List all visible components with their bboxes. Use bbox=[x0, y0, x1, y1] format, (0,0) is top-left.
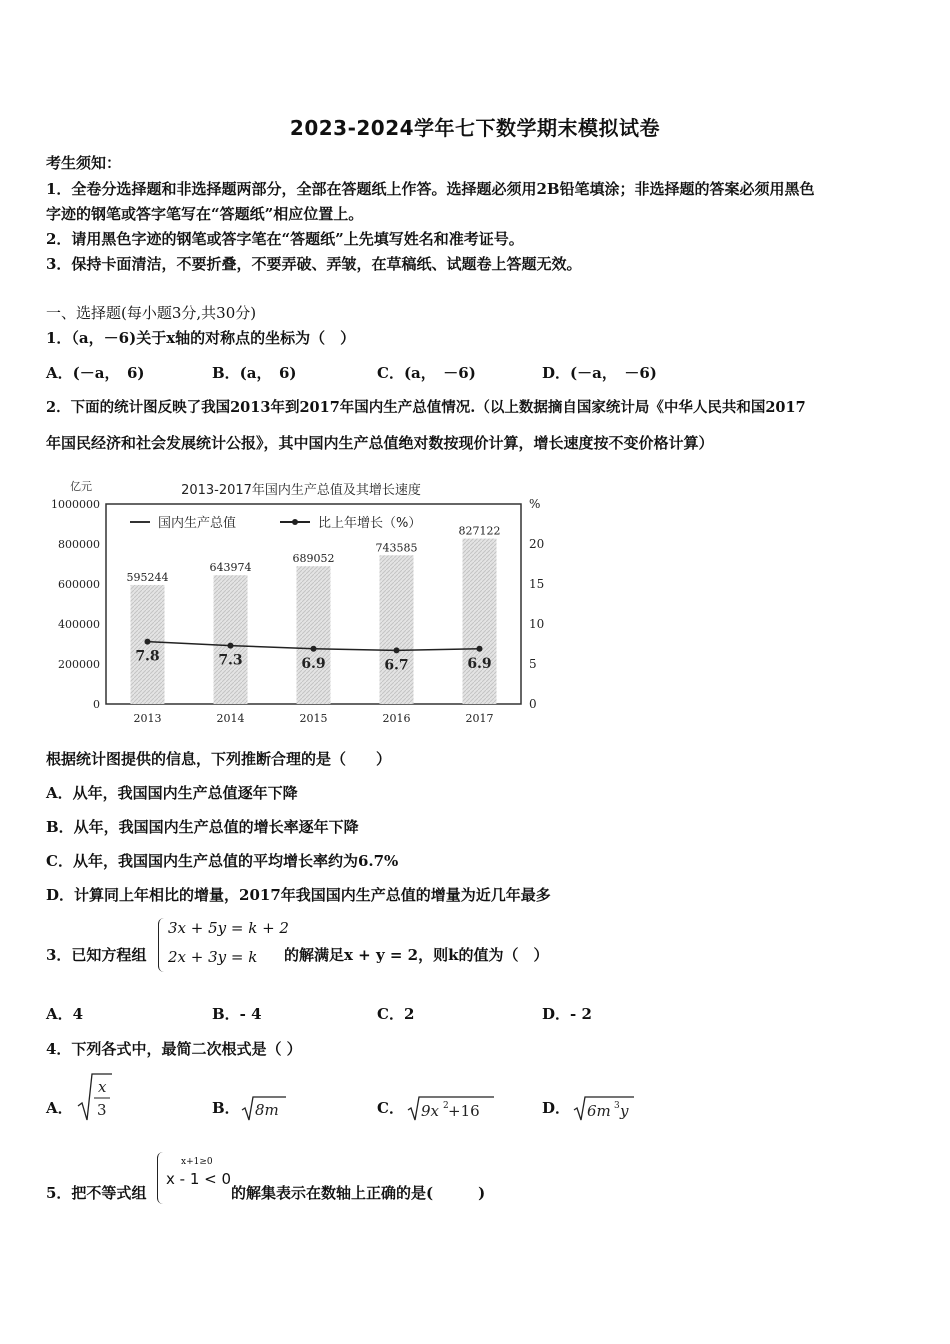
q4-option-d-expr bbox=[572, 1094, 638, 1124]
q3-equation-2: 2x + 3y = k bbox=[168, 948, 258, 966]
q1-option-b: B．(a， 6) bbox=[212, 364, 297, 382]
q2-option-c: C．从年，我国国内生产总值的平均增长率约为6.7% bbox=[46, 852, 399, 870]
q4-d-base: 6m bbox=[587, 1102, 611, 1120]
y-tick-label: 0 bbox=[93, 698, 100, 711]
x-tick-label: 2015 bbox=[299, 712, 328, 725]
gdp-bar-label: 689052 bbox=[292, 552, 335, 566]
q5-brace bbox=[157, 1152, 164, 1204]
q2-option-b: B．从年，我国国内生产总值的增长率逐年下降 bbox=[46, 818, 359, 836]
gdp-chart bbox=[46, 470, 566, 735]
legend-growth-marker bbox=[292, 519, 298, 525]
q4-option-c-expr bbox=[406, 1094, 498, 1124]
q4-option-b-label: B． bbox=[212, 1099, 240, 1117]
q5-stem-b: 的解集表示在数轴上正确的是( ) bbox=[231, 1184, 486, 1202]
page-title: 2023-2024学年七下数学期末模拟试卷 bbox=[289, 116, 661, 140]
q4-option-d-label: D． bbox=[542, 1099, 571, 1117]
section-heading: 一、选择题(每小题3分,共30分) bbox=[46, 304, 257, 322]
q4-c-base: 9x bbox=[421, 1102, 440, 1120]
q4-option-a-expr bbox=[76, 1070, 116, 1126]
q2-stem-line2: 年国民经济和社会发展统计公报》，其中国内生产总值绝对数按现价计算，增长速度按不变价格计算） bbox=[46, 434, 714, 452]
legend-growth-label: 比上年增长（%） bbox=[318, 516, 422, 531]
y-tick-label: 400000 bbox=[58, 618, 100, 631]
y2-tick-label: 5 bbox=[529, 657, 537, 671]
y2-tick-label: 0 bbox=[529, 697, 537, 711]
q4-stem: 4．下列各式中，最简二次根式是（ ） bbox=[46, 1040, 302, 1058]
q4-b-radicand: 8m bbox=[255, 1101, 279, 1119]
chart-title: 2013-2017年国内生产总值及其增长速度 bbox=[181, 483, 421, 498]
q5-inequality-2: x - 1 < 0 bbox=[166, 1170, 232, 1188]
q4-option-c-label: C． bbox=[377, 1099, 404, 1117]
notice-heading: 考生须知： bbox=[46, 154, 122, 172]
q4-option-b-expr bbox=[240, 1094, 290, 1124]
q2-stem-line1: 2．下面的统计图反映了我国2013年到2017年国内生产总值情况.（以上数据摘自国家统计局《中华人民共和国2017 bbox=[46, 399, 806, 416]
growth-point-label: 6.9 bbox=[301, 655, 326, 672]
y-tick-label: 600000 bbox=[58, 578, 100, 591]
gdp-bar-label: 643974 bbox=[209, 561, 252, 575]
q4-d-exponent: 3 bbox=[614, 1101, 620, 1111]
x-tick-label: 2013 bbox=[133, 712, 162, 725]
growth-point-label: 6.7 bbox=[384, 657, 409, 674]
growth-point-label: 7.3 bbox=[218, 652, 243, 669]
q4-a-denominator: 3 bbox=[97, 1101, 107, 1119]
y-axis-label: 亿元 bbox=[70, 480, 92, 493]
y2-tick-label: 15 bbox=[529, 577, 545, 591]
notice-item: 字迹的钢笔或答字笔写在“答题纸”相应位置上。 bbox=[46, 205, 364, 223]
q1-option-c: C．(a， －6) bbox=[377, 364, 476, 382]
q4-a-numerator: x bbox=[98, 1078, 107, 1096]
gdp-bar bbox=[463, 539, 497, 704]
q3-option-d: D．- 2 bbox=[542, 1005, 592, 1023]
notice-item: 3．保持卡面清洁，不要折叠，不要弄破、弄皱，在草稿纸、试题卷上答题无效。 bbox=[46, 255, 582, 273]
gdp-bar bbox=[297, 566, 331, 704]
q4-c-exponent: 2 bbox=[443, 1101, 449, 1111]
q3-stem-a: 3．已知方程组 bbox=[46, 946, 147, 964]
q2-prompt: 根据统计图提供的信息，下列推断合理的是（ ） bbox=[46, 750, 392, 768]
q4-c-tail: +16 bbox=[448, 1102, 480, 1120]
q4-d-tail: y bbox=[620, 1102, 629, 1120]
q3-option-c: C．2 bbox=[377, 1005, 415, 1023]
q1-option-d: D．(－a， －6) bbox=[542, 364, 657, 382]
gdp-bar-label: 743585 bbox=[375, 541, 418, 555]
x-tick-label: 2014 bbox=[216, 712, 245, 725]
q3-option-b: B．- 4 bbox=[212, 1005, 262, 1023]
growth-point-label: 6.9 bbox=[467, 655, 492, 672]
gdp-bar bbox=[380, 555, 414, 704]
q5-stem-a: 5．把不等式组 bbox=[46, 1184, 147, 1202]
growth-point bbox=[145, 639, 151, 645]
notice-item: 2．请用黑色字迹的钢笔或答字笔在“答题纸”上先填写姓名和准考证号。 bbox=[46, 230, 524, 248]
gdp-bar-label: 595244 bbox=[126, 570, 169, 584]
q3-brace bbox=[158, 918, 165, 972]
notice-item: 1．全卷分选择题和非选择题两部分，全部在答题纸上作答。选择题必须用2B铅笔填涂；非选择题的答案必须用黑色 bbox=[46, 180, 815, 198]
growth-point bbox=[477, 646, 483, 652]
y-tick-label: 1000000 bbox=[51, 498, 100, 511]
q2-option-d: D．计算同上年相比的增量，2017年我国国内生产总值的增量为近几年最多 bbox=[46, 886, 551, 904]
gdp-chart-svg bbox=[46, 470, 566, 735]
y2-tick-label: 10 bbox=[529, 617, 545, 631]
q1-option-a: A．(－a， 6) bbox=[46, 364, 145, 382]
y2-tick-label: % bbox=[529, 497, 541, 511]
growth-point bbox=[228, 643, 234, 649]
legend-gdp-label: 国内生产总值 bbox=[158, 516, 237, 531]
growth-point bbox=[311, 646, 317, 652]
q5-inequality-1: x+1≥0 bbox=[181, 1157, 213, 1167]
q3-option-a: A．4 bbox=[46, 1005, 84, 1023]
gdp-bar-label: 827122 bbox=[458, 524, 501, 538]
growth-point-label: 7.8 bbox=[135, 648, 160, 665]
q3-equation-1: 3x + 5y = k + 2 bbox=[168, 919, 289, 937]
y2-tick-label: 20 bbox=[529, 537, 545, 551]
gdp-bar bbox=[214, 575, 248, 704]
q4-option-a-label: A． bbox=[46, 1099, 73, 1117]
x-tick-label: 2016 bbox=[382, 712, 411, 725]
y-tick-label: 800000 bbox=[58, 538, 100, 551]
q3-stem-b: 的解满足x + y = 2，则k的值为（ ） bbox=[284, 946, 549, 964]
q2-option-a: A．从年，我国国内生产总值逐年下降 bbox=[46, 784, 298, 802]
q1-stem: 1．（a，－6)关于x轴的对称点的坐标为（ ） bbox=[46, 329, 356, 347]
y-tick-label: 200000 bbox=[58, 658, 100, 671]
growth-point bbox=[394, 647, 400, 653]
x-tick-label: 2017 bbox=[465, 712, 494, 725]
